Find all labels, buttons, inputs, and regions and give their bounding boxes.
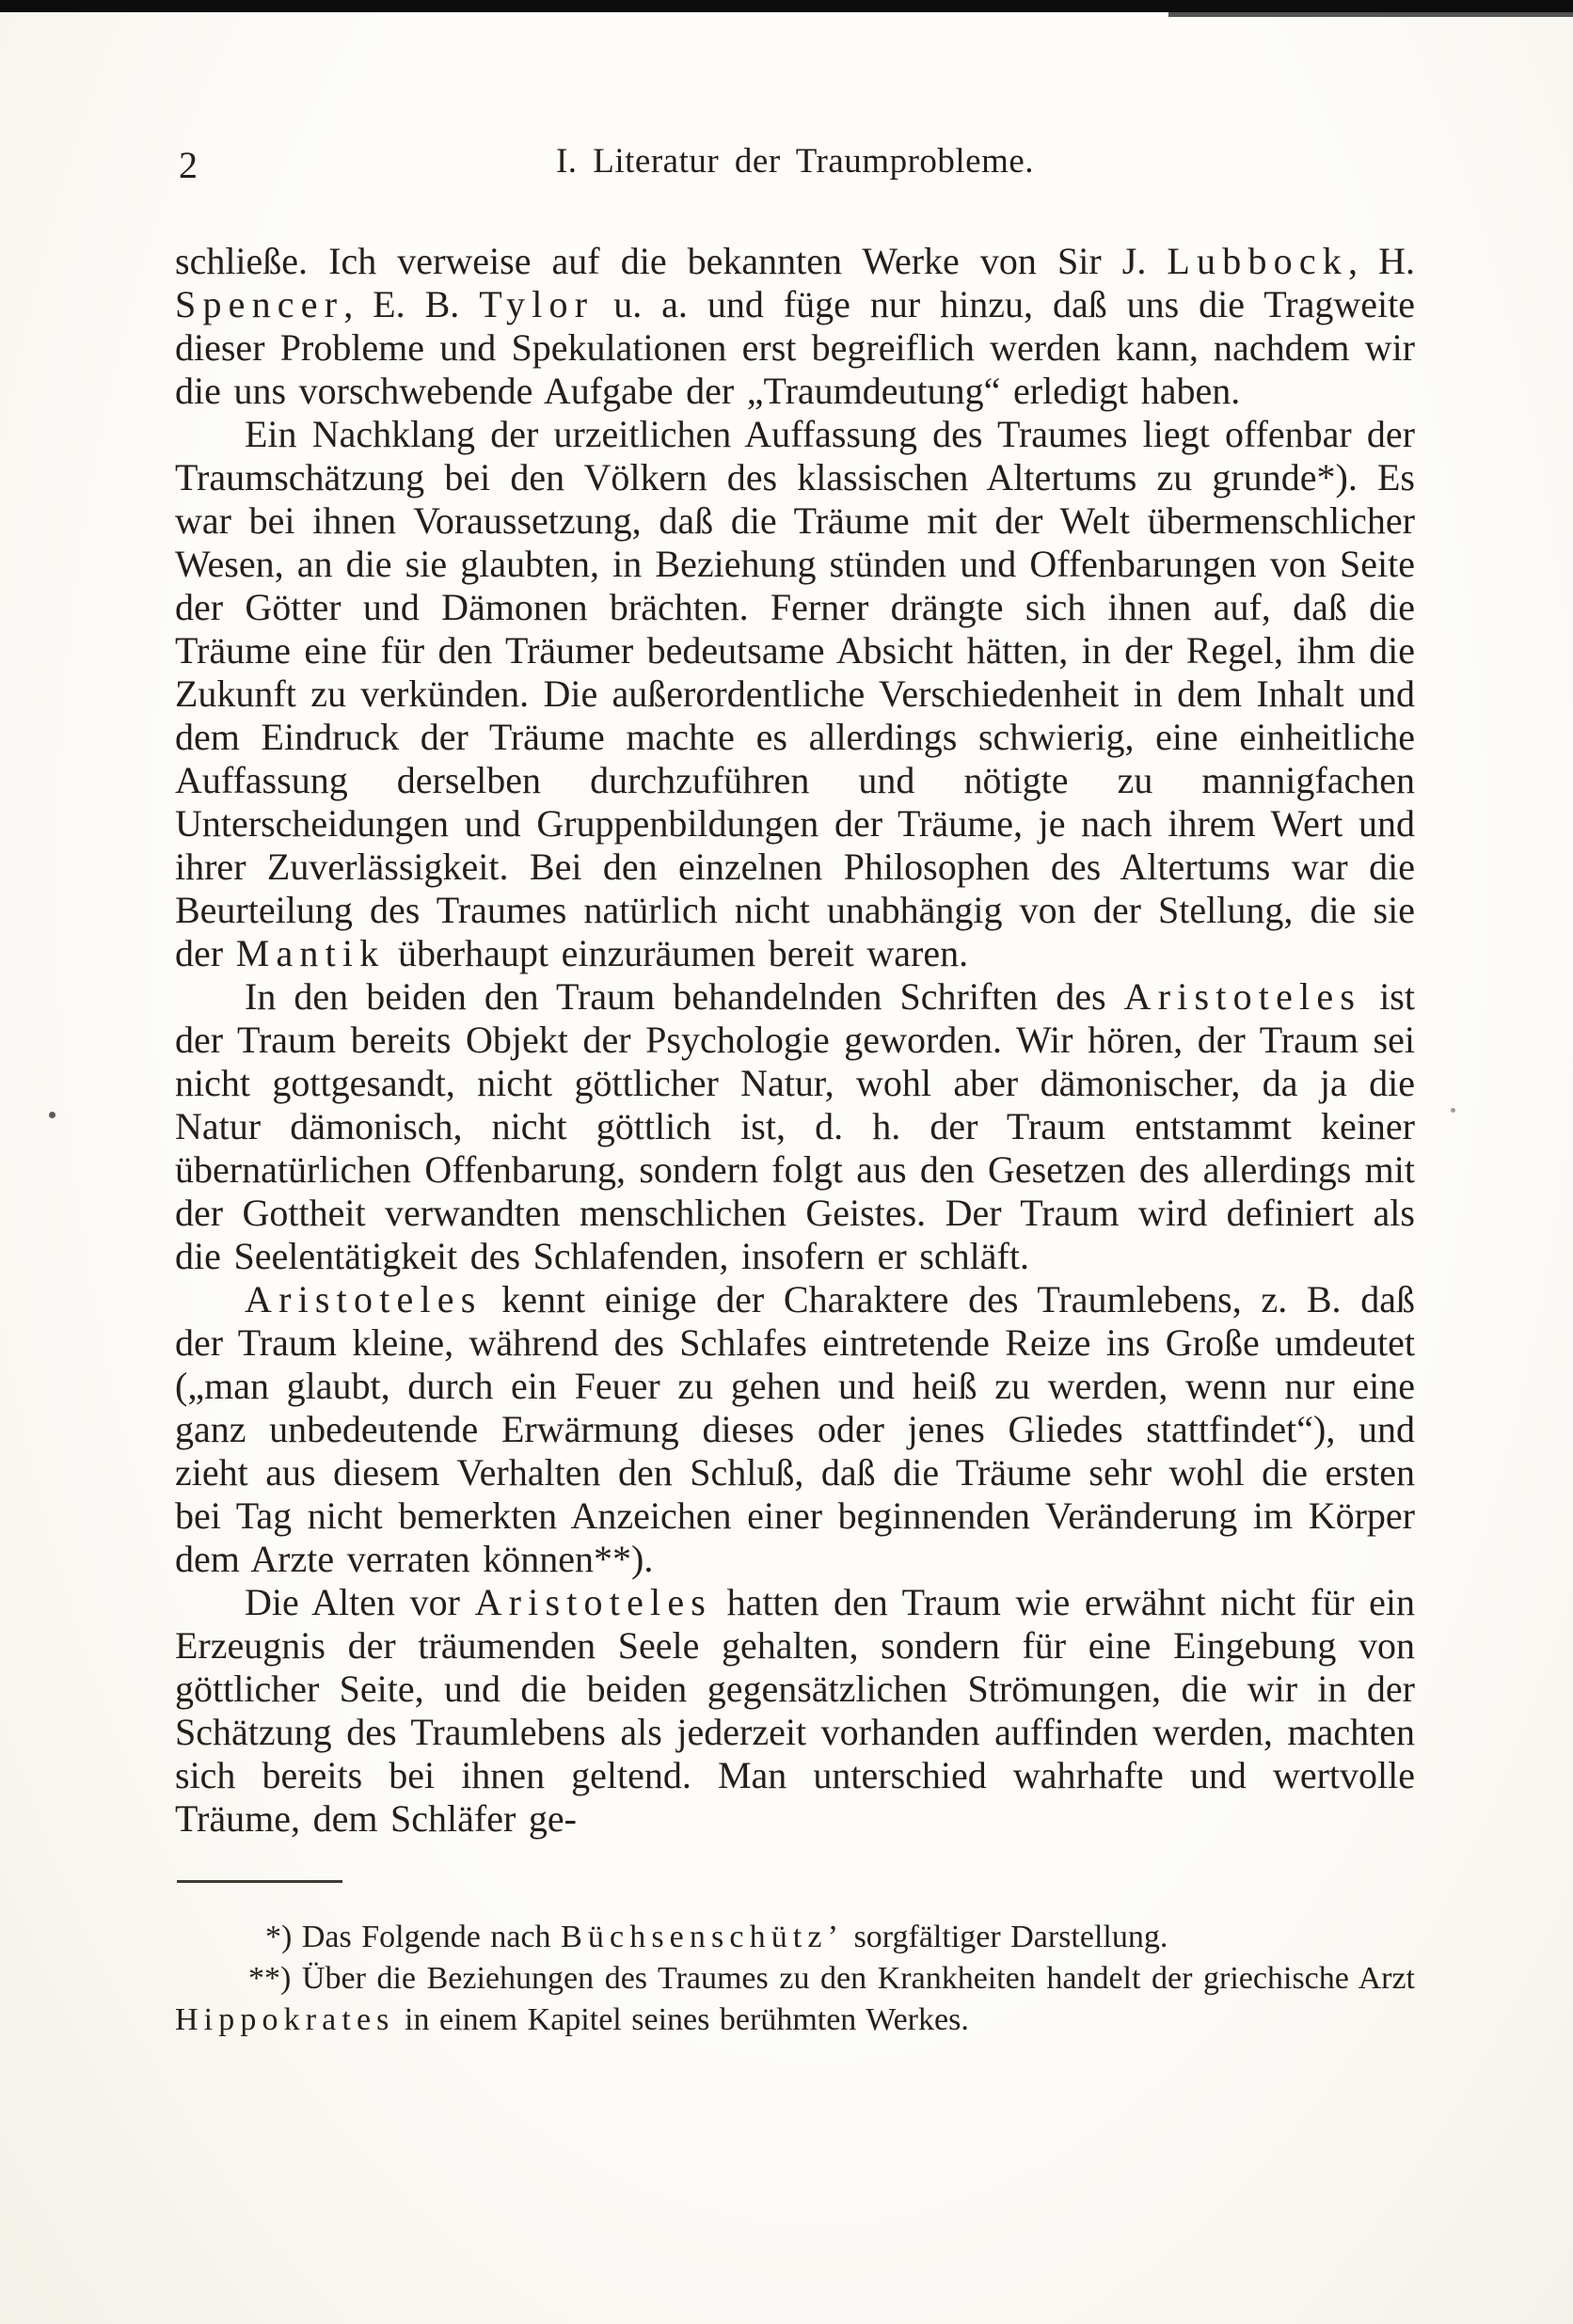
footnotes	[175, 1917, 1415, 2041]
text-run: Ein Nachklang der urzeitlichen Auffassung des Traumes liegt offenbar der Traumschätzung bei den Völkern des klassischen Altertums zu grunde*). Es war bei ihnen Voraussetzung, daß die Träume mit der Welt übermenschlicher Wesen, an die sie glaubten, in Beziehung stünden und Offenbarungen von Seite der Götter und Dämonen brächten. Ferner drängte sich ihnen auf, daß die Träume eine für den Träumer bedeutsame Absicht hätten, in der Regel, ihm die Zukunft zu verkünden. Die außerordentliche Verschiedenheit in dem Inhalt und dem Eindruck der Träume machte es allerdings schwierig, eine einheitliche Auffassung derselben durchzuführen und nötigte zu mannigfachen Unterscheidungen und Gruppenbildungen der Träume, je nach ihrem Wert und ihrer Zuverlässigkeit. Bei den einzelnen Philosophen des Altertums war die Beurteilung des Traumes natürlich nicht unabhängig von der Stellung, die sie der	[175, 413, 1415, 974]
page-number: 2	[179, 144, 198, 186]
body-text	[175, 240, 1415, 1841]
text-run: überhaupt einzuräumen bereit waren.	[385, 932, 969, 974]
running-header: I. Literatur der Traumprobleme.	[555, 142, 1035, 181]
scan-artifact-dot	[1451, 1108, 1455, 1113]
spaced-proper-name: Aristoteles	[245, 1278, 483, 1320]
text-run: schließe. Ich verweise auf die bekannten Werke von Sir J.	[175, 240, 1168, 282]
text-run: *) Das Folgende nach	[265, 1920, 562, 1954]
text-run: Die Alten vor	[245, 1581, 475, 1623]
spaced-proper-name: Hippokrates	[175, 2002, 395, 2037]
spaced-proper-name: Tylor	[479, 283, 595, 325]
paragraph	[175, 1581, 1415, 1841]
page-header	[175, 141, 1415, 186]
text-run: hatten den Traum wie erwähnt nicht für ein Erzeugnis der träumenden Seele gehalten, sondern für eine Eingebung von göttlicher Seite, und die beiden gegensätzlichen Strömungen, die wir in der Schätzung des Traumlebens als jederzeit vorhanden auffinden werden, machten sich bereits bei ihnen geltend. Man unterschied wahrhafte und wertvolle Träume, dem Schläfer ge-	[175, 1581, 1415, 1840]
text-run: **) Über die Beziehungen des Traumes zu den Krankheiten handelt der griechische Arzt	[248, 1961, 1415, 1996]
spaced-proper-name: Spencer	[175, 283, 344, 325]
text-run: In den beiden den Traum behandelnden Schriften des	[245, 975, 1124, 1018]
text-run: in einem Kapitel seines berühmten Werkes.	[394, 2002, 969, 2037]
footnote	[175, 1958, 1415, 2041]
text-run: , E. B.	[343, 283, 480, 325]
scan-artifact-dot	[49, 1112, 56, 1118]
footnote-separator-rule	[177, 1880, 342, 1883]
paragraph	[175, 975, 1415, 1278]
paragraph	[175, 1278, 1415, 1581]
text-run: sorgfältiger Darstellung.	[844, 1920, 1168, 1954]
text-block	[175, 141, 1415, 2041]
text-run: u. a. und füge nur hinzu, daß uns die Tragweite dieser Probleme und Spekulationen erst begreiflich werden kann, nachdem wir die uns vorschwebende Aufgabe der „Traumdeutung“ erledigt haben.	[175, 283, 1415, 412]
spaced-proper-name: Lubbock	[1167, 240, 1349, 282]
scan-edge-top	[0, 0, 1573, 12]
spaced-proper-name: Aristoteles	[474, 1581, 713, 1623]
text-run: , H.	[1348, 240, 1415, 282]
spaced-proper-name: Aristoteles	[1123, 975, 1362, 1018]
paragraph	[175, 413, 1415, 975]
paragraph	[175, 240, 1415, 413]
footnote	[175, 1917, 1415, 1958]
spaced-proper-name: Mantik	[235, 932, 386, 974]
text-run: ist der Traum bereits Objekt der Psychologie geworden. Wir hören, der Traum sei nicht gottgesandt, nicht göttlicher Natur, wohl aber dämonischer, da ja die Natur dämonisch, nicht göttlich ist, d. h. der Traum entstammt keiner übernatürlichen Offenbarung, sondern folgt aus den Gesetzen des allerdings mit der Gottheit verwandten menschlichen Geistes. Der Traum wird definiert als die Seelentätigkeit des Schlafenden, insofern er schläft.	[175, 975, 1415, 1277]
text-run: kennt einige der Charaktere des Traumlebens, z. B. daß der Traum kleine, während des Schlafes eintretende Reize ins Große umdeutet („man glaubt, durch ein Feuer zu gehen und heiß zu werden, wenn nur eine ganz unbedeutende Erwärmung dieses oder jenes Gliedes stattfindet“), und zieht aus diesem Verhalten den Schluß, daß die Träume sehr wohl die ersten bei Tag nicht bemerkten Anzeichen einer beginnenden Veränderung im Körper dem Arzte verraten können**).	[175, 1278, 1415, 1580]
spaced-proper-name: Büchsenschütz’	[561, 1920, 845, 1954]
